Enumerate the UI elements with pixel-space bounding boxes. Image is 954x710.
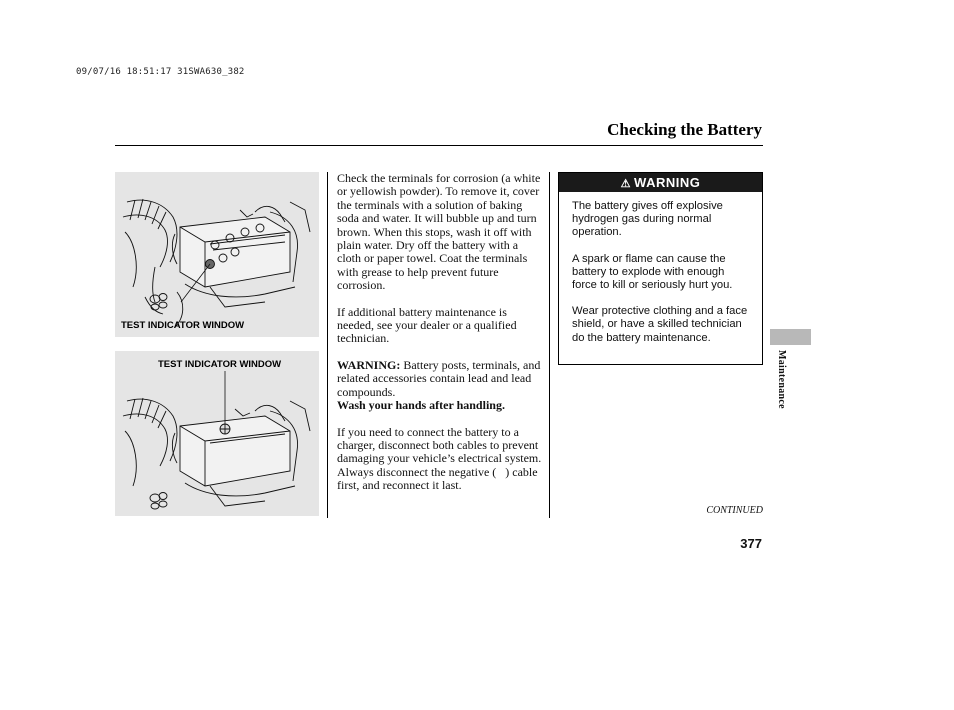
section-tab [770, 329, 811, 345]
continued-label: CONTINUED [706, 505, 763, 516]
print-stamp: 09/07/16 18:51:17 31SWA630_382 [76, 67, 245, 77]
column-divider-2 [549, 172, 550, 518]
body-text-column [337, 172, 543, 506]
battery-illustration-1 [115, 172, 319, 337]
warning-line-2: A spark or flame can cause the battery to explode with enough force to kill or seriously hurt you. [572, 252, 733, 292]
warning-line-3: Wear protective clothing and a face shield, or have a skilled technician do the battery maintenance. [572, 305, 748, 344]
charger-paragraph: If you need to connect the battery to a charger, disconnect both cables to prevent damaging your vehicle’s electrical system. Always disconnect the negative ( ) cable first, and reconnect it last. [337, 424, 542, 493]
page-title: Checking the Battery [607, 120, 762, 139]
warning-header [559, 173, 762, 192]
lead-warning-label: WARNING: [337, 357, 401, 372]
battery-figure-2 [115, 351, 319, 516]
section-side-label: Maintenance [776, 350, 787, 409]
lead-warning-paragraph [337, 359, 543, 413]
warning-triangle-icon: ⚠ [620, 178, 632, 190]
battery-illustration-2 [115, 351, 319, 516]
figure-1-caption: TEST INDICATOR WINDOW [121, 320, 245, 331]
corrosion-paragraph: Check the terminals for corrosion (a white or yellowish powder). To remove it, cover the terminals with a solution of baking soda and water. It will bubble up and turn brown. When this stops, wash it off with plain water. Dry off the battery with a cloth or paper towel. Coat the terminals with grease to help prevent future corrosion. [337, 171, 541, 293]
warning-title: WARNING [634, 175, 701, 190]
page-number: 377 [740, 536, 762, 551]
lead-warning-emphasis: Wash your hands after handling. [337, 398, 505, 413]
warning-body [559, 192, 762, 345]
lead-warning-text: Battery posts, terminals, and related accessories contain lead and lead compounds. [337, 357, 541, 399]
maintenance-paragraph: If additional battery maintenance is needed, see your dealer or a qualified technician. [337, 304, 517, 346]
battery-figure-1 [115, 172, 319, 337]
warning-box [558, 172, 763, 365]
column-divider-1 [327, 172, 328, 518]
warning-line-1: The battery gives off explosive hydrogen gas during normal operation. [572, 200, 723, 239]
title-rule [115, 145, 763, 146]
figure-2-caption: TEST INDICATOR WINDOW [158, 359, 282, 370]
